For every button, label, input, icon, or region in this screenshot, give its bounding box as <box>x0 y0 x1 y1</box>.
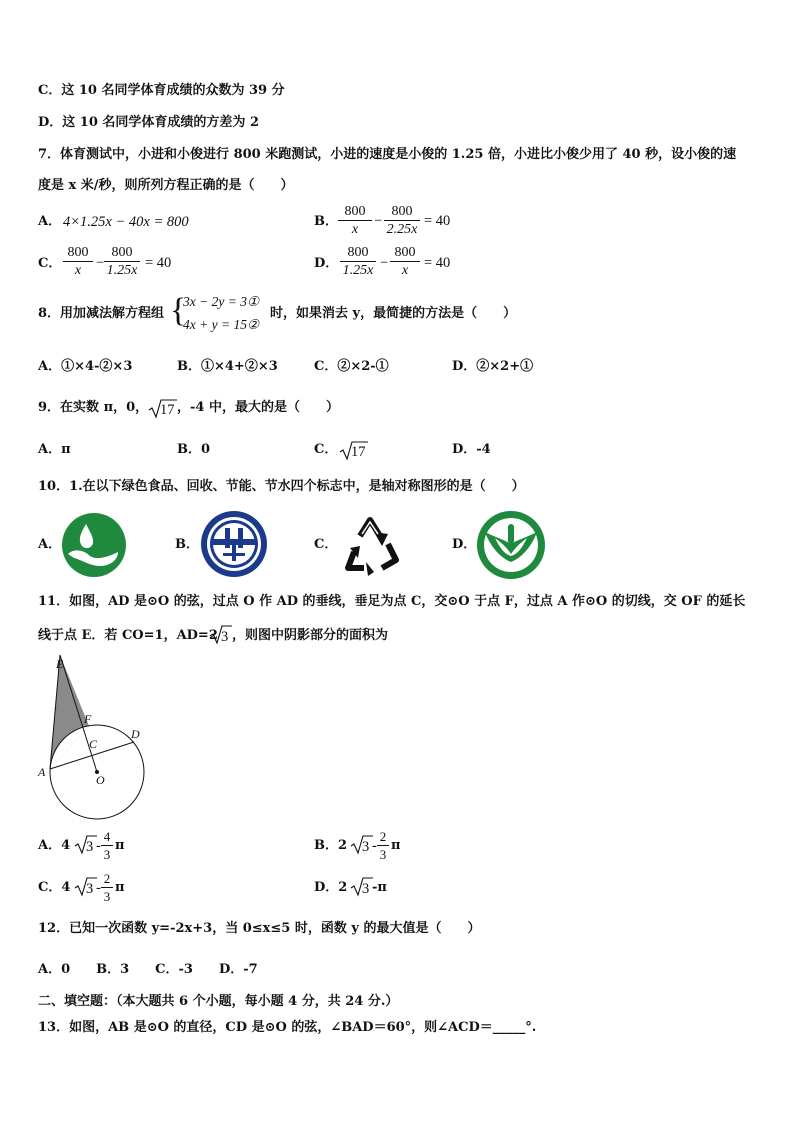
q11-option-b-radicand: 3 <box>362 839 370 855</box>
q9-option-c-radicand: 17 <box>351 444 366 460</box>
q7-c-frac2 <box>104 244 140 279</box>
q7-b-rhs: = 40 <box>424 213 451 229</box>
q7-d-frac2-den: x <box>401 263 409 278</box>
q7-c-frac1-den: x <box>74 263 82 278</box>
q11-option-a-frac <box>101 828 113 863</box>
q11-option-b-label: B．2 <box>314 838 348 853</box>
q7-b-frac2 <box>384 203 420 238</box>
q7-c-frac2-den: 1.25x <box>106 263 138 278</box>
green-food-logo-icon <box>60 512 128 578</box>
q7-d-minus: − <box>380 255 389 271</box>
q11-option-c-frac-num: 2 <box>101 870 113 888</box>
q9-option-b: B．0 <box>177 442 211 457</box>
recycle-logo-icon <box>338 512 406 578</box>
q11-option-a-frac-den: 3 <box>103 847 111 862</box>
q7-d-frac2-num: 800 <box>390 244 420 262</box>
q7-d-frac1-den: 1.25x <box>342 263 374 278</box>
q7-c-frac1 <box>63 244 93 279</box>
q11-label-E: E <box>56 657 64 671</box>
q7-c-rhs: = 40 <box>145 255 172 271</box>
q7-option-a-label: A． <box>38 214 62 229</box>
q7-stem-line1: 7．体育测试中，小进和小俊进行 800 米跑测试，小进的速度是小俊的 1.25 倍，小进比小俊少用了 40 秒，设小俊的速 <box>38 147 737 162</box>
q7-b-frac2-den: 2.25x <box>386 222 418 237</box>
q7-option-a-expr: 4×1.25x − 40x = 800 <box>63 214 189 230</box>
energy-saving-logo-icon <box>199 510 269 578</box>
q11-option-b-minus: - <box>372 838 377 854</box>
q10-option-b-label: B． <box>175 537 199 552</box>
q11-option-c-radicand: 3 <box>86 881 94 897</box>
q10-option-a-label: A． <box>38 537 62 552</box>
q11-option-a-radicand: 3 <box>86 839 94 855</box>
q11-option-c-frac-den: 3 <box>103 889 111 904</box>
q7-b-frac1-den: x <box>351 222 359 237</box>
q11-option-a-minus: - <box>96 838 101 854</box>
q11-stem-line1: 11．如图，AD 是⊙O 的弦，过点 O 作 AD 的垂线，垂足为点 C，交⊙O 于点 F，过点 A 作⊙O 的切线，交 OF 的延长 <box>38 594 746 609</box>
q11-option-b-pi: π <box>391 838 401 853</box>
q11-option-a-pi: π <box>115 838 125 853</box>
q6-option-c: C．这 10 名同学体育成绩的众数为 39 分 <box>38 83 285 98</box>
q11-option-a-label: A．4 <box>38 838 71 853</box>
q11-option-b-frac-num: 2 <box>377 828 389 846</box>
q7-d-rhs: = 40 <box>424 255 451 271</box>
q7-b-minus: − <box>374 213 383 229</box>
q8-option-c: C．②×2-① <box>314 359 389 374</box>
q11-option-b-frac-den: 3 <box>379 847 387 862</box>
q8-brace: { <box>170 292 187 329</box>
q9-option-d: D．-4 <box>452 442 491 457</box>
q7-option-d-label: D． <box>314 256 339 271</box>
q7-d-frac1-num: 800 <box>340 244 376 262</box>
q11-option-d-radicand: 3 <box>362 881 370 897</box>
q11-option-b-frac <box>377 828 389 863</box>
q11-radicand: 3 <box>221 629 229 645</box>
q7-d-frac2 <box>390 244 420 279</box>
q8-equation-2: 4x + y = 15② <box>183 317 260 332</box>
q10-option-d-label: D． <box>452 537 477 552</box>
q9-option-c-label: C． <box>314 442 338 457</box>
water-saving-logo-icon <box>475 510 547 580</box>
q7-b-frac1 <box>338 203 372 238</box>
q8-option-a: A．①×4-②×3 <box>38 359 133 374</box>
q7-c-minus: − <box>96 255 105 271</box>
q9-radicand: 17 <box>160 402 175 418</box>
q10-stem: 10．1.在以下绿色食品、回收、节能、节水四个标志中，是轴对称图形的是（ ） <box>38 479 525 494</box>
q8-option-d: D．②×2+① <box>452 359 534 374</box>
q8-stem-suffix: 时，如果消去 y，最简捷的方法是（ ） <box>270 306 517 321</box>
q11-option-c-label: C．4 <box>38 880 71 895</box>
section2-title: 二、填空题：（本大题共 6 个小题，每小题 4 分，共 24 分.） <box>38 994 399 1009</box>
q6-option-d: D．这 10 名同学体育成绩的方差为 2 <box>38 115 259 130</box>
q11-label-F: F <box>84 712 92 726</box>
q8-equation-1: 3x − 2y = 3① <box>183 294 260 309</box>
q7-b-frac1-num: 800 <box>338 203 372 221</box>
q11-option-c-frac <box>101 870 113 905</box>
q9-stem-suffix: ，-4 中，最大的是（ ） <box>177 400 339 415</box>
q11-label-A: A <box>38 765 46 779</box>
q11-option-d-label: D．2 <box>314 880 348 895</box>
q7-d-frac1 <box>340 244 376 279</box>
q10-option-c-label: C． <box>314 537 338 552</box>
q11-label-C: C <box>89 737 98 751</box>
q11-option-d-minus-pi: -π <box>372 880 387 895</box>
q11-stem-line2b: ，则图中阴影部分的面积为 <box>232 628 389 643</box>
q7-stem-line2: 度是 x 米/秒，则所列方程正确的是（ ） <box>38 178 294 193</box>
q7-b-frac2-num: 800 <box>384 203 420 221</box>
q8-stem-prefix: 8．用加减法解方程组 <box>38 306 165 321</box>
q9-stem-prefix: 9．在实数 π，0， <box>38 400 149 415</box>
q9-option-a: A．π <box>38 442 71 457</box>
q11-option-a-frac-num: 4 <box>101 828 113 846</box>
q8-option-b: B．①×4+②×3 <box>177 359 278 374</box>
q7-c-frac1-num: 800 <box>63 244 93 262</box>
q11-stem-line2a: 线于点 E．若 CO=1，AD=2 <box>38 628 218 643</box>
q11-label-O: O <box>96 773 105 787</box>
q11-option-c-minus: - <box>96 880 101 896</box>
q12-stem: 12．已知一次函数 y=-2x+3，当 0≤x≤5 时，函数 y 的最大值是（ ） <box>38 921 481 936</box>
q13-stem: 13．如图，AB 是⊙O 的直径，CD 是⊙O 的弦，∠BAD＝60°，则∠ACD＝_____°. <box>38 1020 537 1035</box>
q7-c-frac2-num: 800 <box>104 244 140 262</box>
q7-option-c-label: C． <box>38 256 62 271</box>
q11-option-c-pi: π <box>115 880 125 895</box>
q7-option-b-label: B． <box>314 214 338 229</box>
q12-options: A．0 B．3 C．-3 D．-7 <box>38 962 258 977</box>
q11-label-D: D <box>131 727 140 741</box>
